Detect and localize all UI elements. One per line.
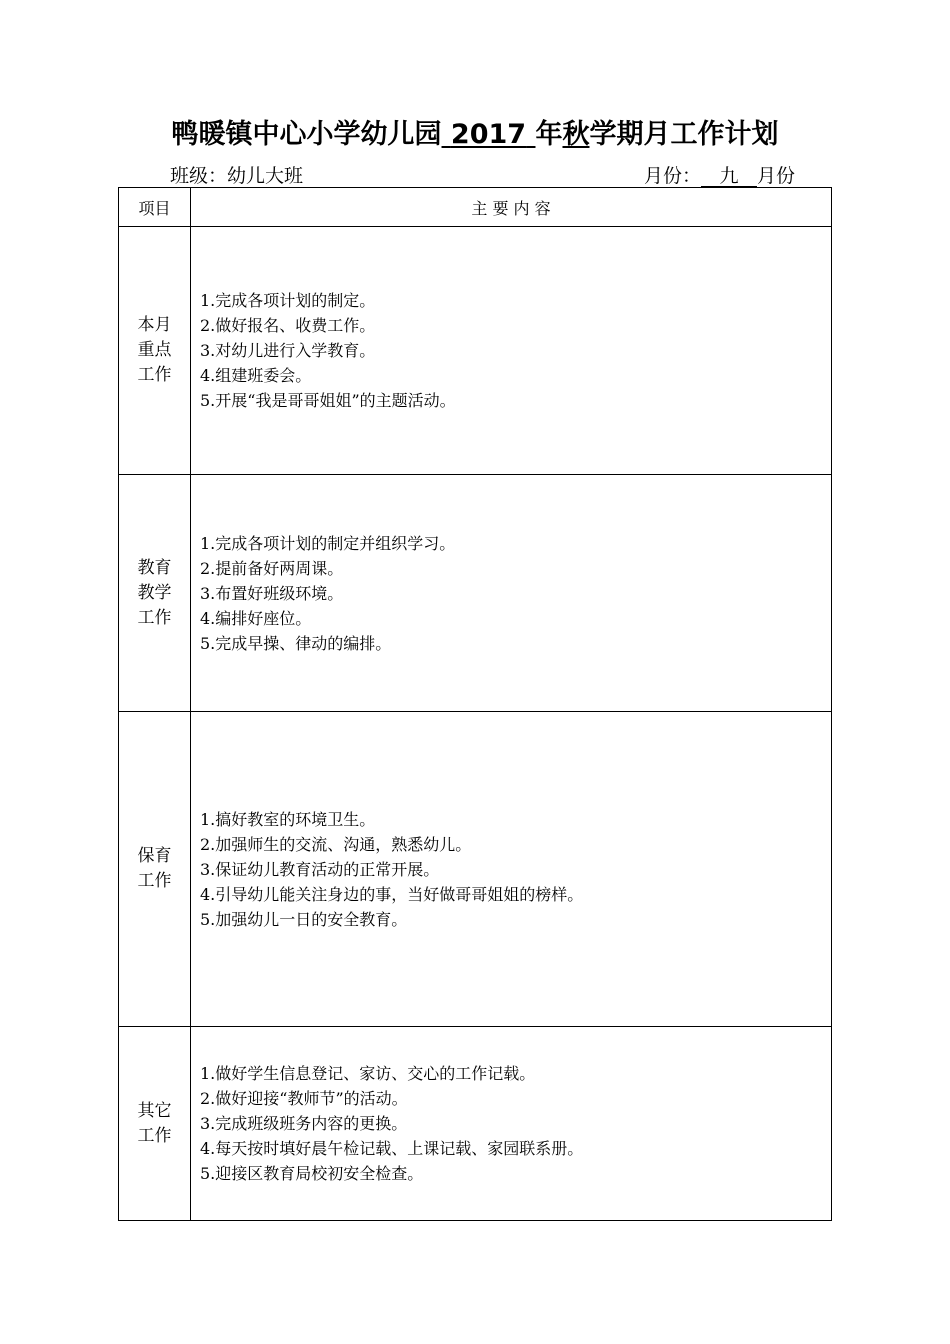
row-content bbox=[191, 1027, 832, 1221]
content-line: 3.完成班级班务内容的更换。 bbox=[200, 1114, 408, 1133]
title-school: 鸭暖镇中心小学幼儿园 bbox=[171, 119, 442, 150]
row-content bbox=[191, 227, 832, 475]
content-line: 1.完成各项计划的制定。 bbox=[200, 291, 376, 310]
header-content: 主 要 内 容 bbox=[191, 188, 832, 227]
title-year: 2017 bbox=[450, 119, 527, 150]
content-line: 2.做好迎接“教师节”的活动。 bbox=[200, 1089, 408, 1108]
title-rest: 学期月工作计划 bbox=[589, 119, 779, 150]
row-category: 保育 工作 bbox=[119, 712, 191, 1027]
content-line: 3.保证幼儿教育活动的正常开展。 bbox=[200, 859, 440, 879]
row-content bbox=[191, 475, 832, 712]
content-line: 4.每天按时填好晨午检记载、上课记载、家园联系册。 bbox=[200, 1139, 584, 1158]
document-title bbox=[0, 112, 950, 151]
meta-line bbox=[170, 161, 795, 187]
table-row bbox=[119, 227, 832, 475]
header-item: 项目 bbox=[119, 188, 191, 227]
content-line: 2.做好报名、收费工作。 bbox=[200, 316, 376, 335]
content-line: 3.布置好班级环境。 bbox=[200, 583, 344, 603]
content-line: 1.做好学生信息登记、家访、交心的工作记载。 bbox=[200, 1064, 536, 1083]
content-line: 5.加强幼儿一日的安全教育。 bbox=[200, 909, 408, 929]
row-category: 其它 工作 bbox=[119, 1027, 191, 1221]
month-value: 九 bbox=[701, 166, 757, 187]
content-line: 5.完成早操、律动的编排。 bbox=[200, 633, 392, 653]
row-category: 本月 重点 工作 bbox=[119, 227, 191, 475]
row-category: 教育 教学 工作 bbox=[119, 475, 191, 712]
table-row bbox=[119, 475, 832, 712]
content-line: 2.加强师生的交流、沟通，熟悉幼儿。 bbox=[200, 834, 472, 854]
title-year-suffix: 年 bbox=[535, 119, 563, 150]
class-label: 班级：幼儿大班 bbox=[170, 165, 304, 187]
content-line: 1.完成各项计划的制定并组织学习。 bbox=[200, 533, 456, 553]
content-line: 4.编排好座位。 bbox=[200, 608, 312, 628]
content-line: 5.开展“我是哥哥姐姐”的主题活动。 bbox=[200, 391, 456, 410]
month-label: 月份： bbox=[643, 165, 701, 187]
content-line: 4.引导幼儿能关注身边的事，当好做哥哥姐姐的榜样。 bbox=[200, 884, 584, 904]
month-field bbox=[644, 161, 795, 188]
table-header-row bbox=[119, 188, 832, 227]
content-line: 5.迎接区教育局校初安全检查。 bbox=[200, 1164, 424, 1183]
row-content bbox=[191, 712, 832, 1027]
content-line: 1.搞好教室的环境卫生。 bbox=[200, 809, 376, 829]
content-line: 4.组建班委会。 bbox=[200, 366, 312, 385]
title-term: 秋 bbox=[562, 119, 590, 150]
content-line: 3.对幼儿进行入学教育。 bbox=[200, 341, 376, 360]
content-line: 2.提前备好两周课。 bbox=[200, 558, 344, 578]
table-row bbox=[119, 712, 832, 1027]
month-suffix: 月份 bbox=[756, 165, 795, 187]
table-row bbox=[119, 1027, 832, 1221]
work-plan-table bbox=[118, 187, 832, 1221]
